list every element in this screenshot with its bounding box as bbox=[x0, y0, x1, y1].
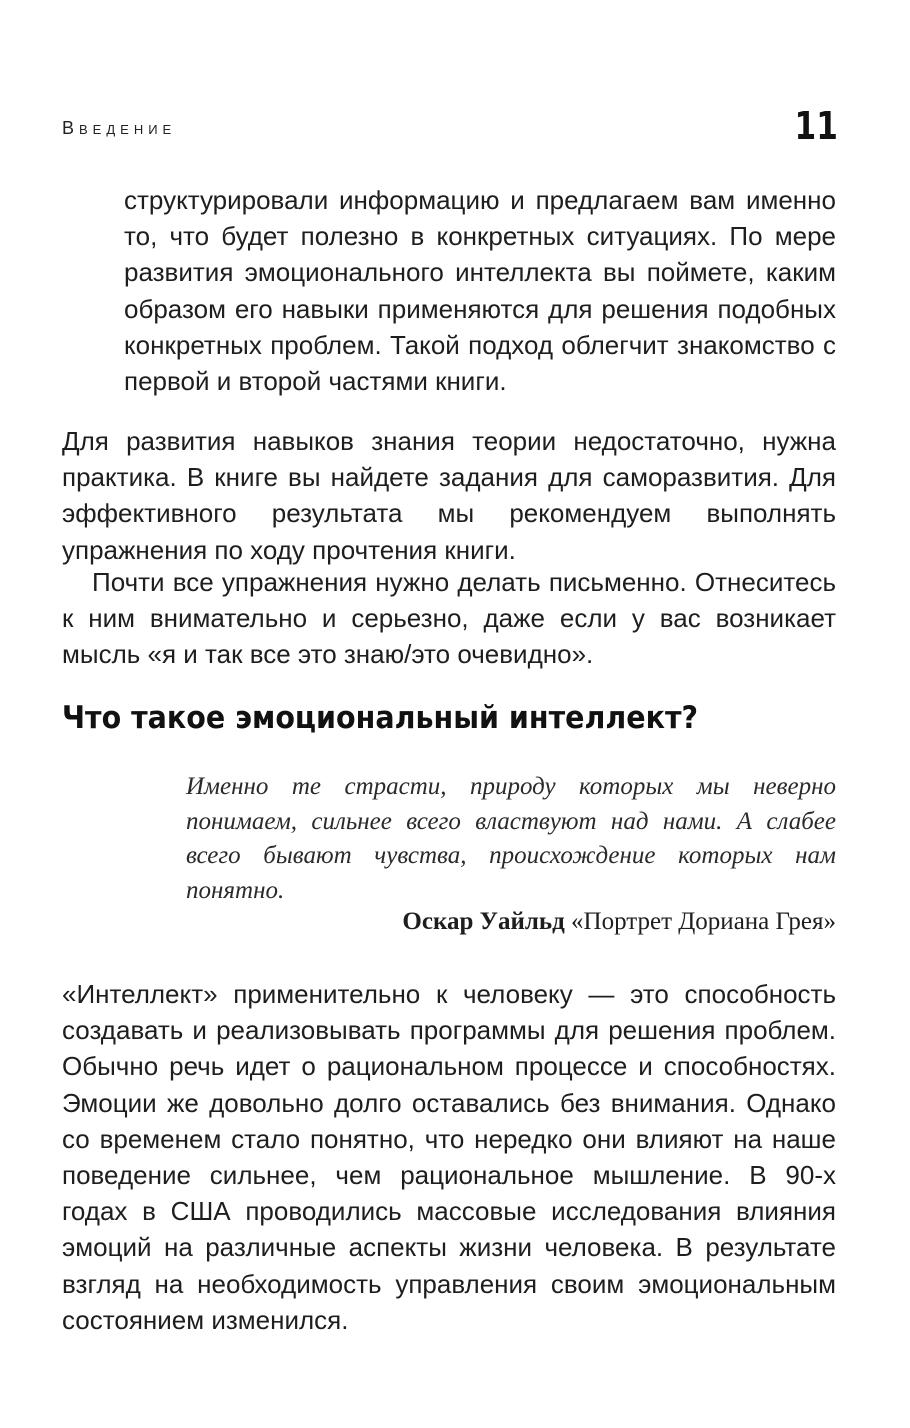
epigraph-source: «Портрет Дориана Грея» bbox=[571, 908, 836, 935]
intro-continuation-paragraph: структурировали информацию и предлагаем вам именно то, что будет полезно в конкретных ситуациях. По мере развития эмоционального интеллекта вы поймете, каким образом его навыки применяются для решения подобных конкретных проблем. Такой подход облегчит знакомство с первой и второй частями книги. bbox=[124, 185, 836, 397]
page-number: 11 bbox=[794, 104, 838, 148]
practice-paragraph: Для развития навыков знания теории недостаточно, нужна практика. В книге вы найдете задания для саморазвития. Для эффективного результата мы рекомендуем выполнять упражнения по ходу прочтения книги. bbox=[62, 426, 836, 565]
epigraph-author: Оскар Уайльд bbox=[402, 908, 565, 935]
section-heading: Что такое эмоциональный интеллект? bbox=[62, 700, 699, 736]
running-head: Введение bbox=[62, 118, 177, 138]
epigraph-quote: Именно те страсти, природу которых мы неверно понимаем, сильнее всего властвуют над нами. А слабее всего бывают чувства, происхождение которых нам понятно. bbox=[186, 773, 836, 904]
intellect-definition-paragraph: «Интеллект» применительно к человеку — это способность создавать и реализовывать программы для решения проблем. Обычно речь идет о рациональном процессе и способностях. Эмоции же довольно долго оставались без внимания. Однако со временем стало понятно, что нередко они влияют на наше поведение сильнее, чем рациональное мышление. В 90-х годах в США проводились массовые исследования влияния эмоций на различные аспекты жизни человека. В результате взгляд на необходимость управления своим эмоциональным состоянием изменился. bbox=[62, 979, 836, 1335]
epigraph-attribution bbox=[402, 908, 836, 936]
exercises-paragraph: Почти все упражнения нужно делать письменно. Отнеситесь к ним внимательно и серьезно, даже если у вас возникает мысль «я и так все это знаю/это очевидно». bbox=[62, 567, 836, 670]
